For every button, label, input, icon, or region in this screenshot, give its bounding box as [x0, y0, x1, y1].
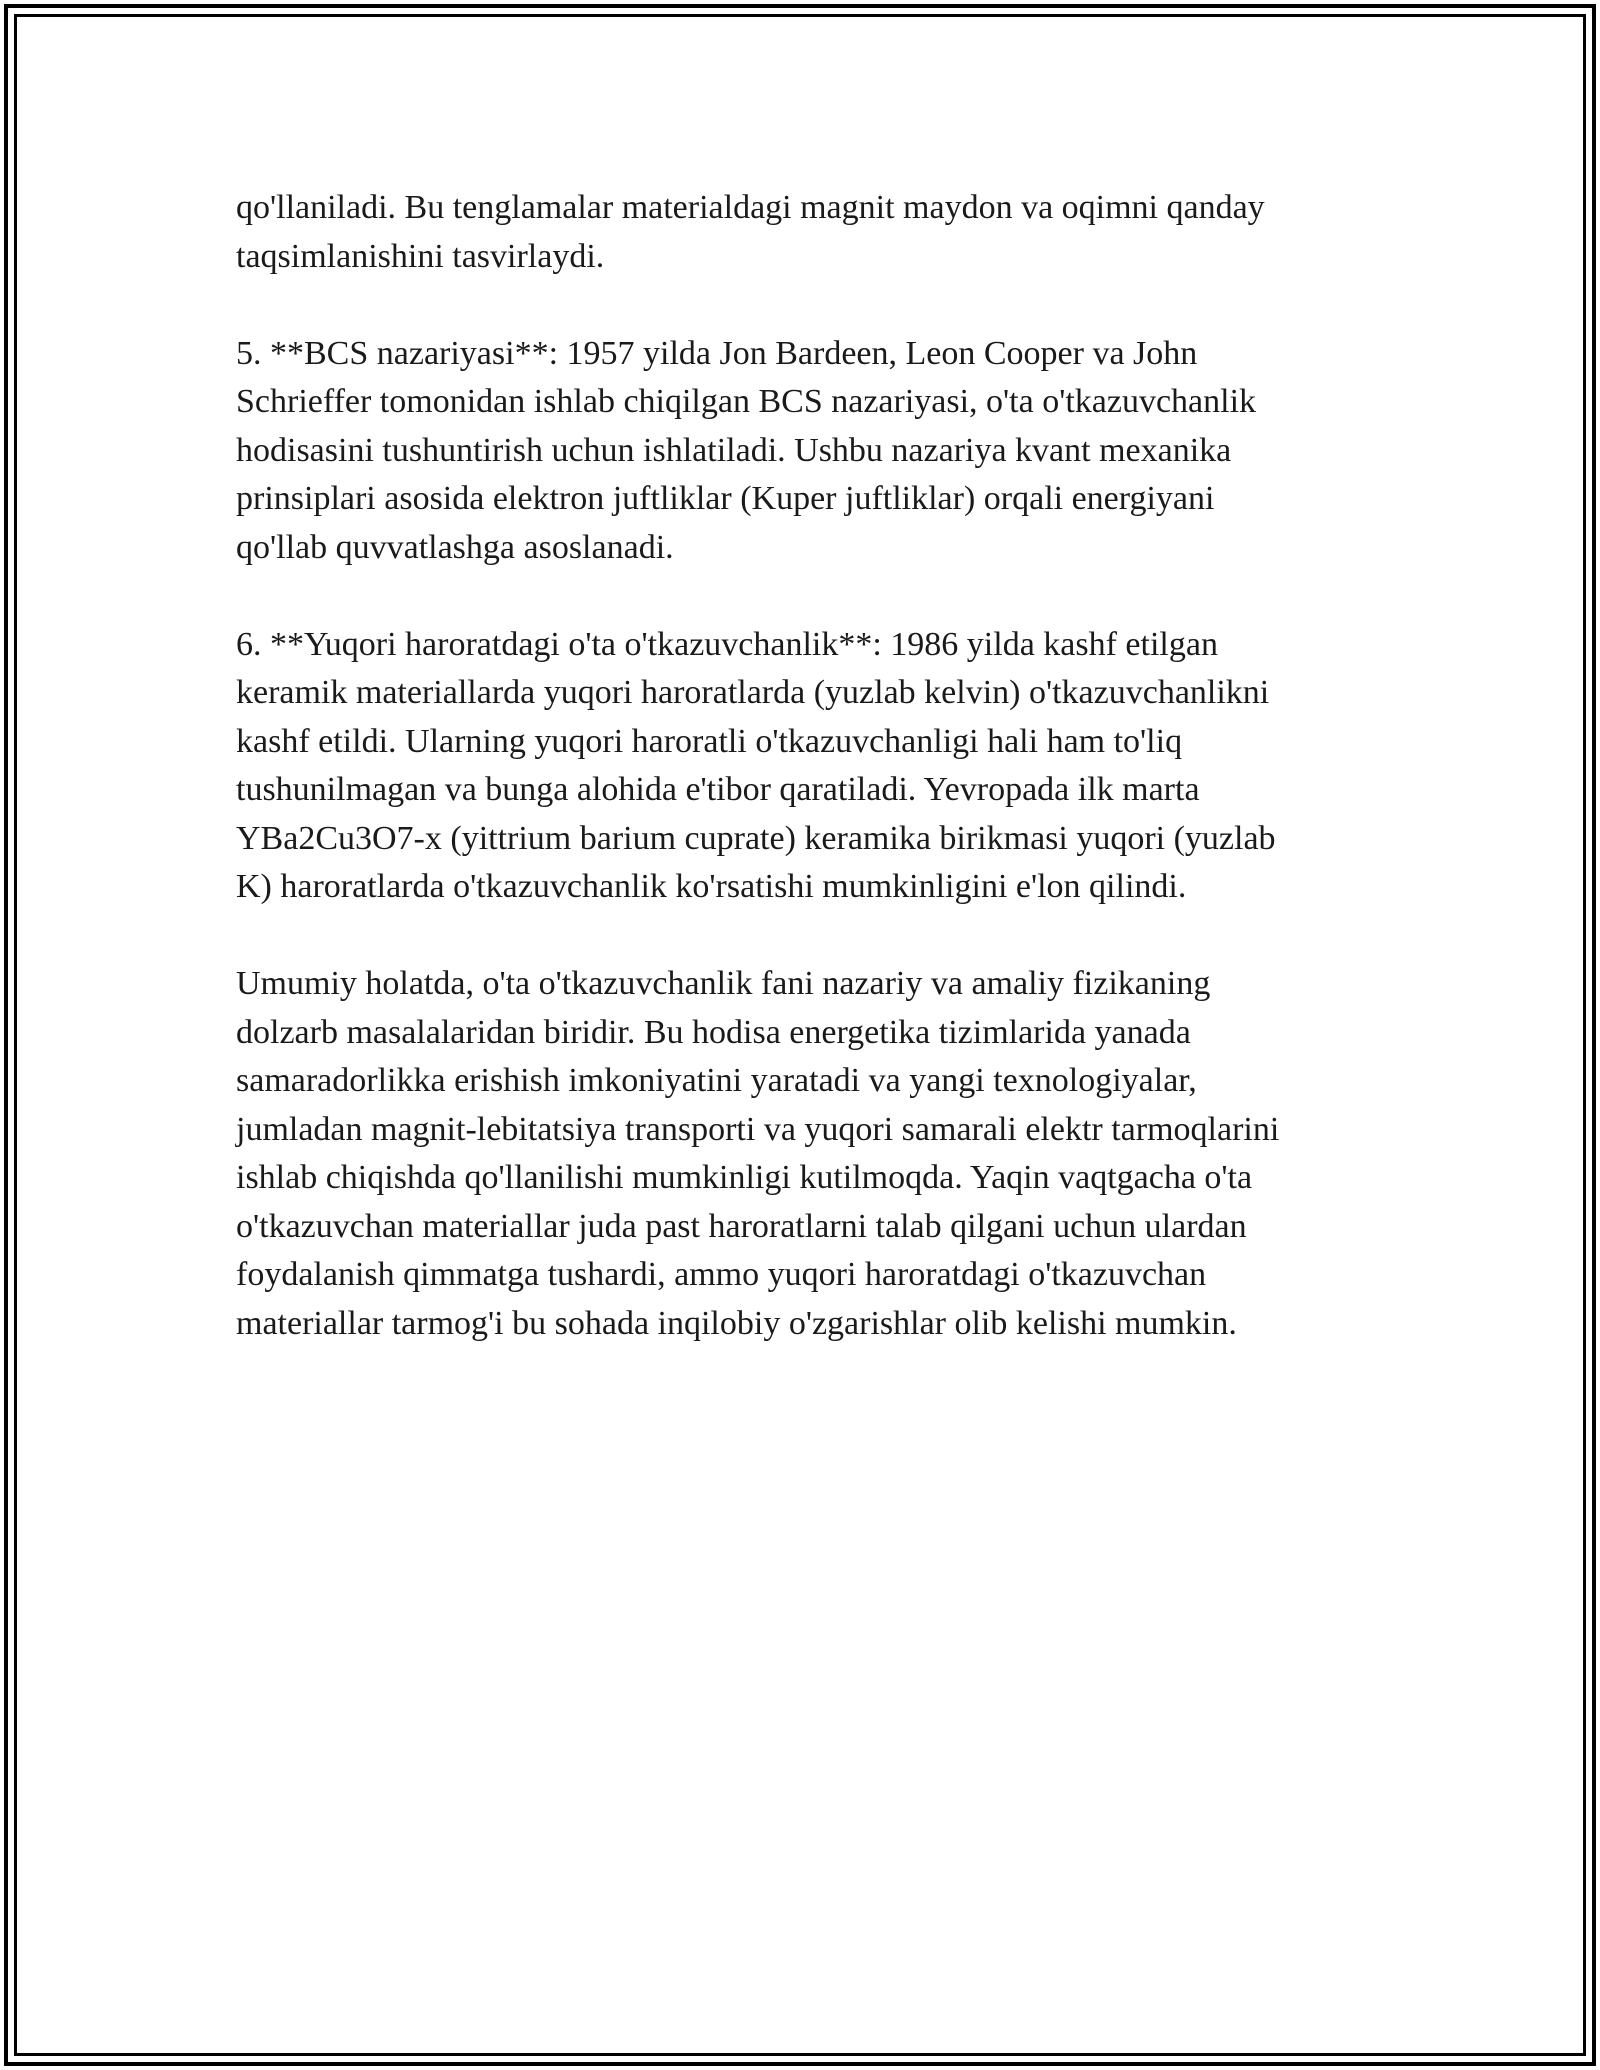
- text-line: kashf etildi. Ularning yuqori haroratli o'tkazuvchanligi hali ham to'liq: [236, 722, 1183, 760]
- text-line: o'tkazuvchan materiallar juda past haroratlarni talab qilgani uchun ulardan: [236, 1207, 1247, 1245]
- text-line: qo'llab quvvatlashga asoslanadi.: [236, 528, 674, 566]
- text-line: taqsimlanishini tasvirlaydi.: [236, 237, 605, 275]
- text-line: dolzarb masalalaridan biridir. Bu hodisa energetika tizimlarida yanada: [236, 1013, 1191, 1051]
- text-line: K) haroratlarda o'tkazuvchanlik ko'rsatishi mumkinligini e'lon qilindi.: [236, 868, 1187, 905]
- paragraph-continuation: [236, 184, 1376, 281]
- text-line: qo'llaniladi. Bu tenglamalar materialdagi magnit maydon va oqimni qanday: [236, 189, 1265, 226]
- text-line: ishlab chiqishda qo'llanilishi mumkinligi kutilmoqda. Yaqin vaqtgacha o'ta: [236, 1159, 1253, 1196]
- paragraph-bcs-theory: [236, 330, 1376, 573]
- text-line: hodisasini tushuntirish uchun ishlatiladi. Ushbu nazariya kvant mexanika: [236, 431, 1232, 469]
- text-line: samaradorlikka erishish imkoniyatini yaratadi va yangi texnologiyalar,: [236, 1062, 1197, 1099]
- text-line: jumladan magnit-lebitatsiya transporti va yuqori samarali elektr tarmoqlarini: [236, 1110, 1280, 1148]
- paragraph-conclusion: [236, 960, 1376, 1348]
- text-line: tushunilmagan va bunga alohida e'tibor qaratiladi. Yevropada ilk marta: [236, 771, 1200, 808]
- text-line: 5. **BCS nazariyasi**: 1957 yilda Jon Bardeen, Leon Cooper va John: [236, 334, 1198, 372]
- text-line: Umumiy holatda, o'ta o'tkazuvchanlik fani nazariy va amaliy fizikaning: [236, 965, 1211, 1002]
- text-line: YBa2Cu3O7-x (yittrium barium cuprate) keramika birikmasi yuqori (yuzlab: [236, 819, 1276, 857]
- paragraph-high-temperature: [236, 621, 1376, 912]
- text-line: 6. **Yuqori haroratdagi o'ta o'tkazuvchanlik**: 1986 yilda kashf etilgan: [236, 625, 1218, 663]
- text-line: foydalanish qimmatga tushardi, ammo yuqori haroratdagi o'tkazuvchan: [236, 1256, 1207, 1293]
- text-line: keramik materiallarda yuqori haroratlarda (yuzlab kelvin) o'tkazuvchanlikni: [236, 674, 1270, 711]
- text-line: Schrieffer tomonidan ishlab chiqilgan BCS nazariyasi, o'ta o'tkazuvchanlik: [236, 383, 1257, 420]
- text-line: materiallar tarmog'i bu sohada inqilobiy o'zgarishlar olib kelishi mumkin.: [236, 1304, 1237, 1342]
- document-body: [236, 184, 1376, 1397]
- text-line: prinsiplari asosida elektron juftliklar (Kuper juftliklar) orqali energiyani: [236, 480, 1215, 517]
